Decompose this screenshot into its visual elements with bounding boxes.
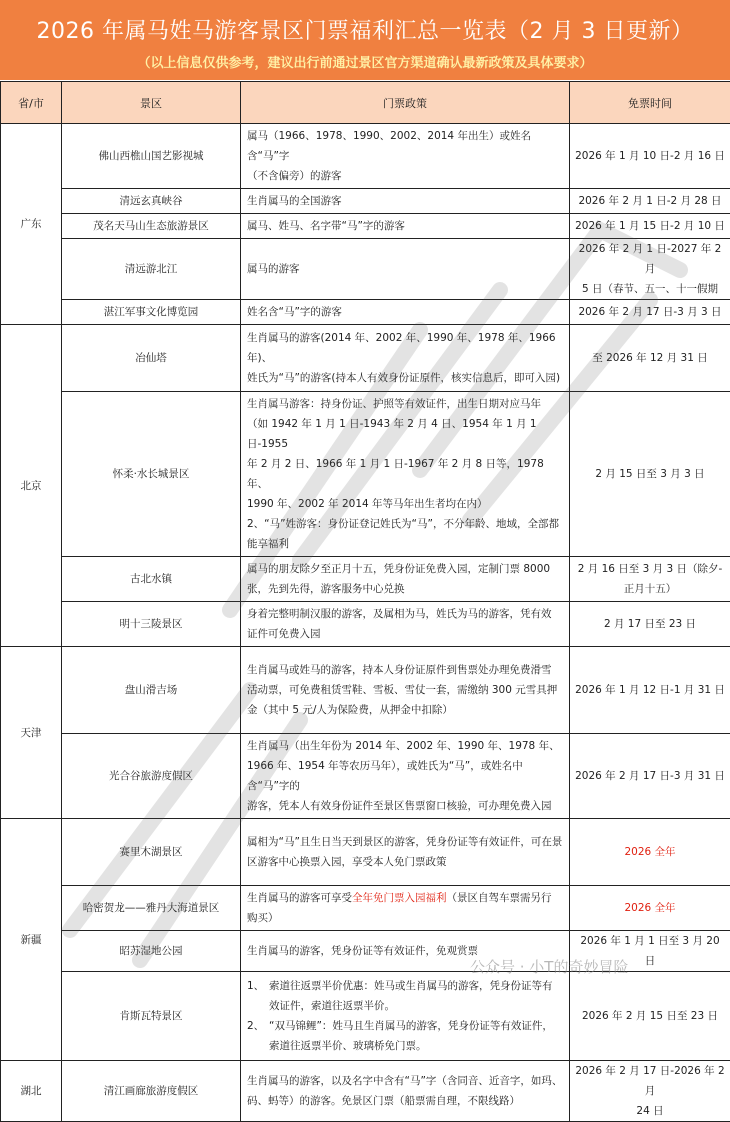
- col-header-scenic: 景区: [62, 82, 241, 124]
- table-row: [1, 647, 730, 734]
- policy-line: 年 2 月 2 日、1966 年 1 月 1 日-1967 年 2 月 8 日等，1978 年、: [247, 458, 544, 490]
- table-row: [1, 972, 730, 1061]
- policy-line: 区游客中心换票入园，享受本人免门票政策: [247, 856, 447, 868]
- policy-line: 姓氏为“马”的游客(持本人有效身份证原件，核实信息后，即可入园): [247, 372, 560, 384]
- scenic-cell: 清远游北江: [62, 239, 241, 300]
- scenic-cell: 盘山滑吉场: [62, 647, 241, 734]
- table-row: [1, 1061, 730, 1122]
- table-row: [1, 557, 730, 602]
- table-row: [1, 214, 730, 239]
- table-row: [1, 124, 730, 189]
- policy-cell: [241, 392, 570, 557]
- time-line: 2 月 16 日至 3 月 3 日（除夕-: [578, 563, 723, 575]
- policy-line: 张，先到先得，游客服务中心兑换: [247, 583, 405, 595]
- time-line: 2026 年 2 月 1 日-2027 年 2 月: [579, 243, 722, 275]
- time-line: 正月十五）: [624, 583, 677, 595]
- time-line: 5 日（春节、五一、十一假期: [582, 283, 718, 295]
- scenic-cell: 茂名天马山生态旅游景区: [62, 214, 241, 239]
- policy-cell: 姓名含“马”字的游客: [241, 300, 570, 325]
- time-cell: 2026 年 2 月 15 日至 23 日: [570, 972, 730, 1061]
- policy-line: 码、蚂等）的游客。免景区门票（船票需自理，不限线路）: [247, 1095, 520, 1107]
- header-banner: [0, 0, 730, 80]
- policy-item: [247, 976, 565, 1016]
- scenic-cell: 明十三陵景区: [62, 602, 241, 647]
- time-cell: 2026 年 1 月 1 日至 3 月 20 日: [570, 931, 730, 972]
- scenic-cell: 清江画廊旅游度假区: [62, 1061, 241, 1122]
- time-cell: 2026 全年: [570, 886, 730, 931]
- table-row: [1, 819, 730, 886]
- time-cell: 2026 年 1 月 10 日-2 月 16 日: [570, 124, 730, 189]
- time-cell: 2026 年 1 月 15 日-2 月 10 日: [570, 214, 730, 239]
- time-cell: 2026 年 2 月 17 日-3 月 3 日: [570, 300, 730, 325]
- time-cell: [570, 239, 730, 300]
- province-cell: 天津: [1, 647, 62, 819]
- policy-line: （如 1942 年 1 月 1 日-1943 年 2 月 4 日、1954 年 1 月 1 日-1955: [247, 418, 537, 450]
- page-subtitle: （以上信息仅供参考，建议出行前通过景区官方渠道确认最新政策及具体要求）: [0, 52, 730, 71]
- table-row: [1, 300, 730, 325]
- policy-cell: 属马的游客: [241, 239, 570, 300]
- col-header-province: 省/市: [1, 82, 62, 124]
- page-title: 2026 年属马姓马游客景区门票福利汇总一览表（2 月 3 日更新）: [0, 14, 730, 45]
- time-cell: [570, 557, 730, 602]
- scenic-cell: 昭苏湿地公园: [62, 931, 241, 972]
- province-cell: 广东: [1, 124, 62, 325]
- policy-line: 身着完整明制汉服的游客，及属相为马，姓氏为马的游客，凭有效: [247, 608, 552, 620]
- province-cell: 湖北: [1, 1061, 62, 1122]
- item-number: 1、: [247, 976, 269, 996]
- policy-cell: [241, 124, 570, 189]
- policy-cell: [241, 819, 570, 886]
- time-cell: 2026 年 1 月 12 日-1 月 31 日: [570, 647, 730, 734]
- policy-cell: [241, 886, 570, 931]
- policy-line: “双马锦鲤”：姓马且生肖属马的游客，凭身份证等有效证件，: [269, 1020, 553, 1032]
- scenic-cell: 冶仙塔: [62, 325, 241, 392]
- policy-line: 1990 年、2002 年 2014 年等马年出生者均在内）: [247, 498, 488, 510]
- policy-line: 2、“马”姓游客：身份证登记姓氏为“马”，不分年龄、地域，全部都: [247, 518, 559, 530]
- policy-item: [247, 1016, 565, 1056]
- table-row: [1, 886, 730, 931]
- time-line: 24 日: [636, 1105, 663, 1117]
- table-row: [1, 602, 730, 647]
- table-row: [1, 931, 730, 972]
- scenic-cell: 怀柔·水长城景区: [62, 392, 241, 557]
- policy-line: 活动票，可免费租赁雪鞋、雪板、雪仗一套，需缴纳 300 元雪具押: [247, 684, 557, 696]
- policy-cell: 生肖属马的游客，凭身份证等有效证件，免观赏票: [241, 931, 570, 972]
- policy-line: 属相为“马”且生日当天到景区的游客，凭身份证等有效证件，可在景: [247, 836, 562, 848]
- scenic-cell: 古北水镇: [62, 557, 241, 602]
- table-row: [1, 734, 730, 819]
- policy-text: （景区自驾车票需另行: [447, 892, 552, 904]
- policy-line: 1966 年、1954 年等农历马年），或姓氏为“马”，或姓名中含“马”字的: [247, 760, 523, 792]
- scenic-cell: 光合谷旅游度假区: [62, 734, 241, 819]
- table-row: [1, 239, 730, 300]
- policy-cell: [241, 647, 570, 734]
- policy-line: 生肖属马的游客，以及名字中含有“马”字（含同音、近音字，如玛、: [247, 1075, 562, 1087]
- scenic-cell: 肯斯瓦特景区: [62, 972, 241, 1061]
- scenic-cell: 佛山西樵山国艺影视城: [62, 124, 241, 189]
- scenic-cell: 清远玄真峡谷: [62, 189, 241, 214]
- policy-line: 证件可免费入园: [247, 628, 321, 640]
- policy-line: 效证件，索道往返票半价。: [269, 1000, 395, 1012]
- time-cell: [570, 1061, 730, 1122]
- time-cell: 2026 年 2 月 17 日-3 月 31 日: [570, 734, 730, 819]
- scenic-cell: 赛里木湖景区: [62, 819, 241, 886]
- policy-line: 生肖属马的游客(2014 年、2002 年、1990 年、1978 年、1966 年)、: [247, 332, 556, 364]
- policy-cell: [241, 325, 570, 392]
- policy-cell: [241, 972, 570, 1061]
- scenic-cell: 湛江军事文化博览园: [62, 300, 241, 325]
- province-cell: 北京: [1, 325, 62, 647]
- time-cell: 2026 年 2 月 1 日-2 月 28 日: [570, 189, 730, 214]
- scenic-cell: 哈密贺龙——雅丹大海道景区: [62, 886, 241, 931]
- policy-line: 生肖属马（出生年份为 2014 年、2002 年、1990 年、1978 年、: [247, 740, 560, 752]
- policy-cell: [241, 602, 570, 647]
- policy-line: 生肖属马或姓马的游客，持本人身份证原件到售票处办理免费滑雪: [247, 664, 552, 676]
- policy-cell: 属马、姓马、名字带“马”字的游客: [241, 214, 570, 239]
- province-cell: 新疆: [1, 819, 62, 1061]
- table-row: [1, 392, 730, 557]
- table-row: [1, 189, 730, 214]
- col-header-policy: 门票政策: [241, 82, 570, 124]
- time-cell: 2026 全年: [570, 819, 730, 886]
- policy-line: 属马（1966、1978、1990、2002、2014 年出生）或姓名含“马”字: [247, 130, 531, 162]
- policy-text: 生肖属马的游客可享受: [247, 892, 352, 904]
- table-row: [1, 325, 730, 392]
- policy-line: 索道往返票半价优惠：姓马或生肖属马的游客，凭身份证等有: [269, 980, 553, 992]
- policy-line: 生肖属马游客：持身份证、护照等有效证件，出生日期对应马年: [247, 398, 541, 410]
- time-line: 2026 年 2 月 17 日-2026 年 2 月: [575, 1065, 724, 1097]
- watermark-label: 公众号 · 小T的奇妙冒险: [470, 956, 628, 977]
- policy-line: 金（其中 5 元/人为保险费，从押金中扣除）: [247, 704, 453, 716]
- policy-line: 能享福利: [247, 538, 289, 550]
- time-cell: 2 月 15 日至 3 月 3 日: [570, 392, 730, 557]
- time-cell: 至 2026 年 12 月 31 日: [570, 325, 730, 392]
- policy-line: 索道往返票半价、玻璃桥免门票。: [269, 1040, 427, 1052]
- item-number: 2、: [247, 1016, 269, 1036]
- policy-cell: [241, 557, 570, 602]
- col-header-time: 免票时间: [570, 82, 730, 124]
- policy-highlight: 全年免门票入园福利: [352, 892, 447, 904]
- table-header-row: [1, 82, 730, 124]
- ticket-table: [0, 81, 730, 1122]
- policy-cell: 生肖属马的全国游客: [241, 189, 570, 214]
- time-cell: 2 月 17 日至 23 日: [570, 602, 730, 647]
- policy-cell: [241, 734, 570, 819]
- policy-line: （不含偏旁）的游客: [247, 170, 342, 182]
- policy-line: 游客，凭本人有效身份证件至景区售票窗口核验，可办理免费入园: [247, 800, 552, 812]
- policy-line: 购买）: [247, 912, 279, 924]
- policy-line: 属马的朋友除夕至正月十五，凭身份证免费入园，定制门票 8000: [247, 563, 550, 575]
- policy-cell: [241, 1061, 570, 1122]
